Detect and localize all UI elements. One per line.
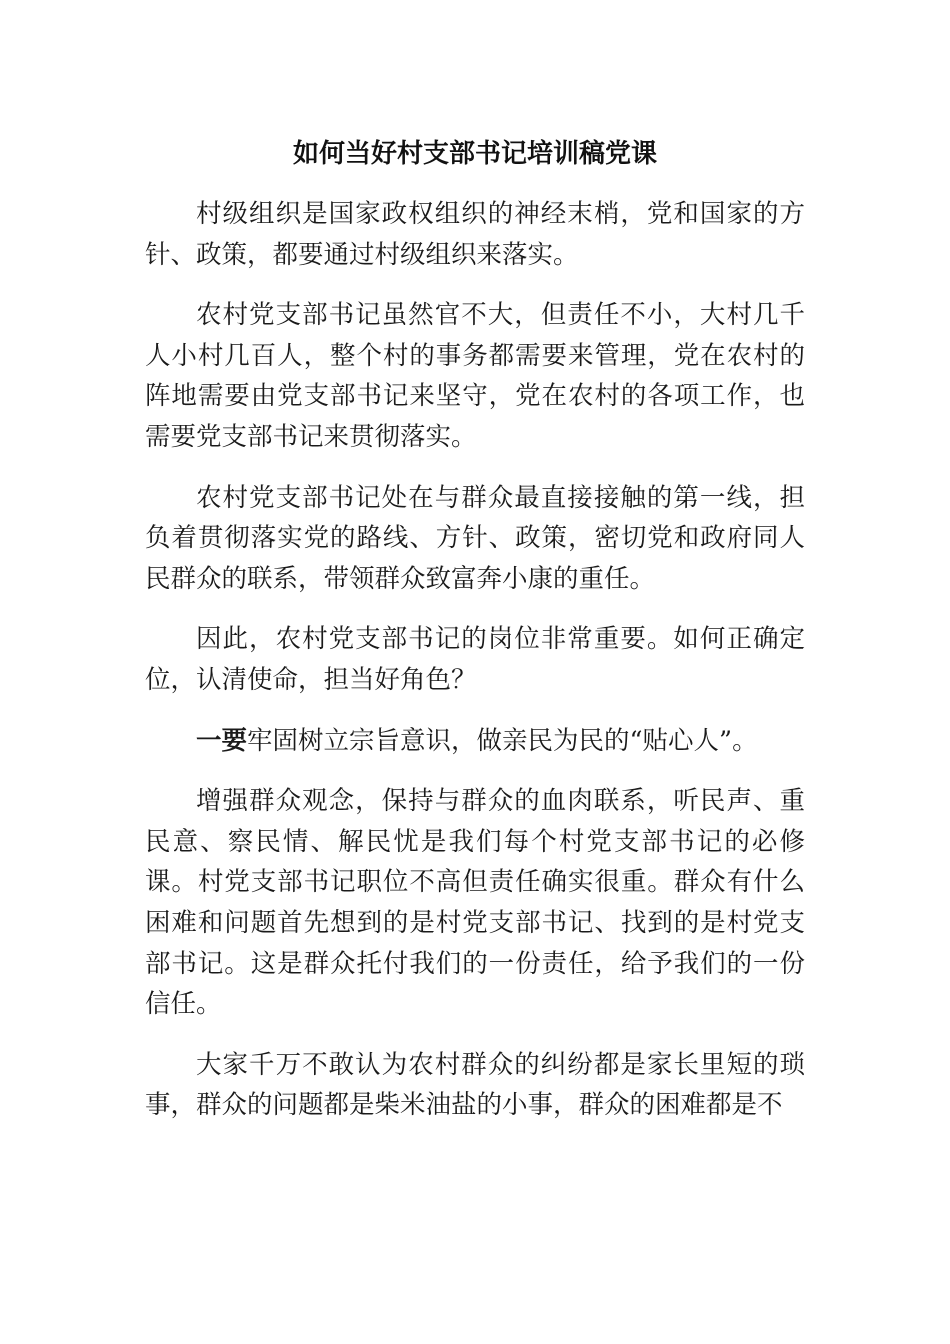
- paragraph: 因此，农村党支部书记的岗位非常重要。如何正确定位，认清使命，担当好角色？: [145, 624, 805, 695]
- document-body: [145, 194, 805, 1146]
- paragraph: 增强群众观念，保持与群众的血肉联系，听民声、重民意、察民情、解民忧是我们每个村党支部书记的必修课。村党支部书记职位不高但责任确实很重。群众有什么困难和问题首先想到的是村党支部书记、找到的是村党支部书记。这是群众托付我们的一份责任，给予我们的一份信任。: [145, 786, 805, 1020]
- document-title: 如何当好村支部书记培训稿党课: [292, 139, 657, 169]
- paragraph: 大家千万不敢认为农村群众的纠纷都是家长里短的琐事，群众的问题都是柴米油盐的小事，群众的困难都是不: [145, 1049, 805, 1121]
- paragraph: 村级组织是国家政权组织的神经末梢，党和国家的方针、政策，都要通过村级组织来落实。: [145, 199, 805, 270]
- paragraph: 农村党支部书记虽然官不大，但责任不小，大村几千人小村几百人，整个村的事务都需要来管理，党在农村的阵地需要由党支部书记来坚守，党在农村的各项工作，也需要党支部书记来贯彻落实。: [145, 300, 805, 452]
- section-heading-text: 牢固树立宗旨意识，做亲民为民的“贴心人”。: [247, 725, 758, 756]
- section-heading-paragraph: [145, 721, 805, 762]
- section-heading-lead: 一要: [196, 725, 248, 756]
- paragraph: 农村党支部书记处在与群众最直接接触的第一线，担负着贯彻落实党的路线、方针、政策，密切党和政府同人民群众的联系，带领群众致富奔小康的重任。: [145, 482, 805, 594]
